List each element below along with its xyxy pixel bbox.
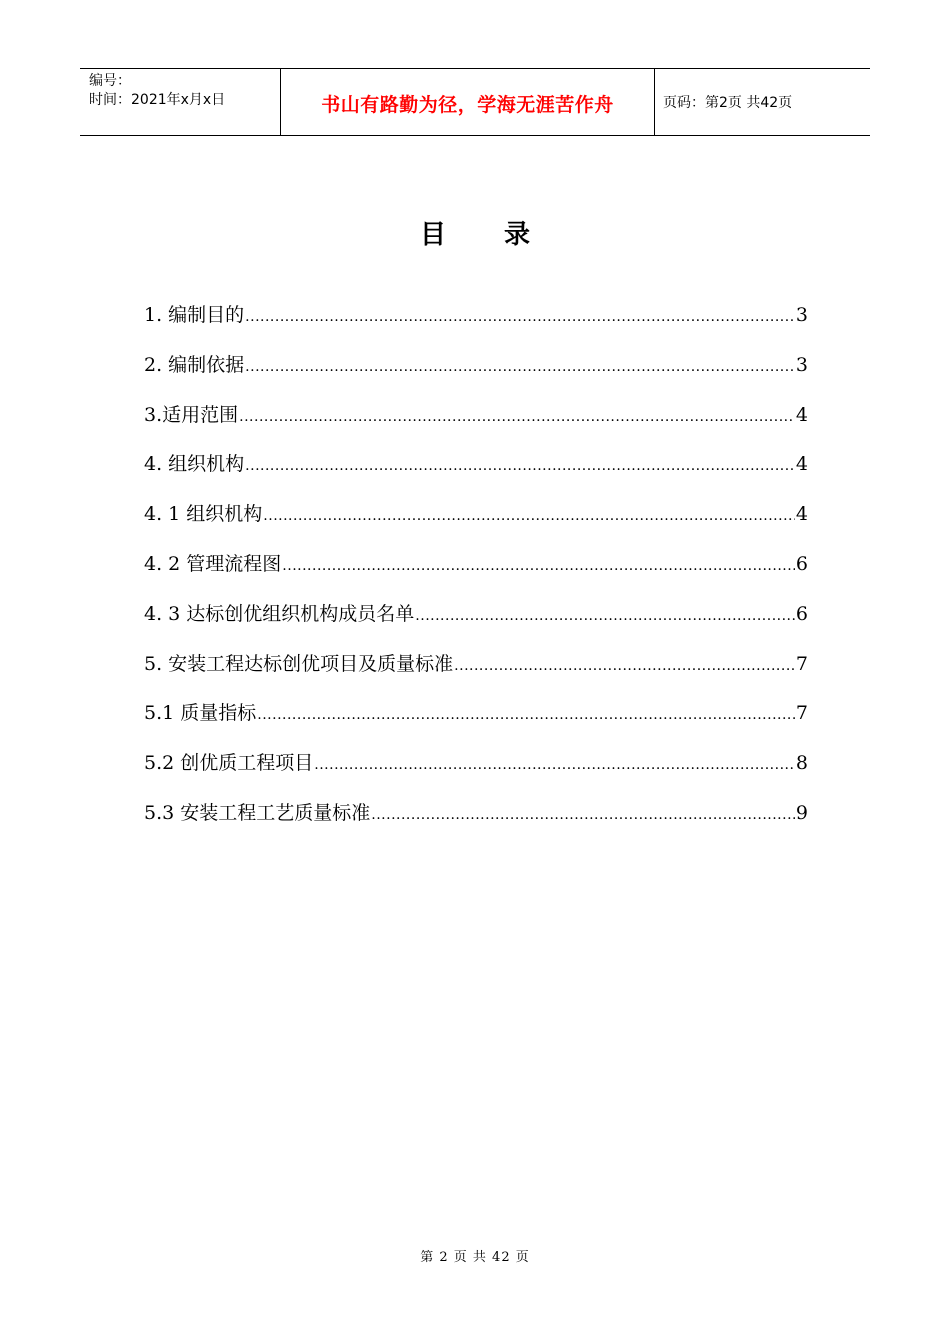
header-page-label: 页码：第2页 共42页: [663, 95, 793, 111]
toc-leader-dots: [314, 757, 795, 773]
toc-entry[interactable]: [144, 599, 808, 649]
page-footer: 第 2 页 共 42 页: [420, 1250, 530, 1265]
header-page-cell: [655, 69, 870, 135]
toc-entry-page: 6: [795, 552, 808, 575]
toc-entry-page: 3: [795, 304, 808, 326]
header-info-cell: [80, 69, 281, 135]
document-time-label: 时间：2021年x月x日: [89, 92, 226, 108]
toc-entry-page: 9: [795, 801, 808, 824]
toc-entry-page: 4: [795, 403, 808, 426]
toc-entry-label: 5.1 质量指标: [144, 702, 257, 725]
toc-leader-dots: [415, 608, 795, 624]
toc-leader-dots: [263, 508, 795, 524]
toc-entry[interactable]: [144, 400, 808, 450]
document-number-label: 编号：: [89, 73, 131, 89]
toc-entry-label: 4. 3 达标创优组织机构成员名单: [144, 602, 415, 625]
toc-entry-label: 4. 1 组织机构: [144, 503, 263, 526]
toc-title-part1: 目: [419, 220, 446, 250]
toc-title: [0, 214, 950, 251]
toc-entry-label: 1. 编制目的: [144, 304, 245, 326]
toc-leader-dots: [239, 409, 795, 425]
toc-entry-page: 7: [795, 652, 808, 675]
toc-entry-label: 5.3 安装工程工艺质量标准: [144, 801, 371, 824]
toc-entry-label: 5.2 创优质工程项目: [144, 752, 314, 775]
toc-entry-label: 4. 组织机构: [144, 453, 245, 476]
toc-entry-label: 5. 安装工程达标创优项目及质量标准: [144, 652, 454, 675]
toc-entry[interactable]: [144, 449, 808, 499]
toc-entry[interactable]: [144, 698, 808, 748]
toc-leader-dots: [282, 558, 795, 574]
toc-entry[interactable]: [144, 549, 808, 599]
toc-entry-page: 4: [795, 453, 808, 476]
toc-entry-page: 8: [795, 752, 808, 775]
toc-entry-page: 4: [795, 503, 808, 526]
toc-list: [144, 300, 808, 848]
toc-entry-label: 2. 编制依据: [144, 353, 245, 376]
toc-entry[interactable]: [144, 350, 808, 400]
page-header: [80, 68, 870, 136]
toc-leader-dots: [257, 707, 795, 723]
toc-entry-page: 7: [795, 702, 808, 725]
toc-entry-page: 3: [795, 353, 808, 376]
header-motto-cell: [281, 69, 655, 135]
toc-title-part2: 录: [504, 220, 531, 250]
toc-entry-label: 3.适用范围: [144, 403, 239, 426]
header-motto: 书山有路勤为径，学海无涯苦作舟: [321, 93, 614, 116]
toc-entry-label: 4. 2 管理流程图: [144, 552, 282, 575]
toc-entry[interactable]: [144, 649, 808, 699]
toc-leader-dots: [245, 309, 795, 325]
toc-leader-dots: [371, 807, 795, 823]
toc-leader-dots: [245, 458, 795, 474]
toc-entry-page: 6: [795, 602, 808, 625]
toc-entry[interactable]: [144, 748, 808, 798]
toc-entry[interactable]: [144, 798, 808, 848]
toc-leader-dots: [454, 658, 795, 674]
toc-entry[interactable]: [144, 499, 808, 549]
toc-leader-dots: [245, 359, 795, 375]
toc-entry[interactable]: [144, 300, 808, 350]
